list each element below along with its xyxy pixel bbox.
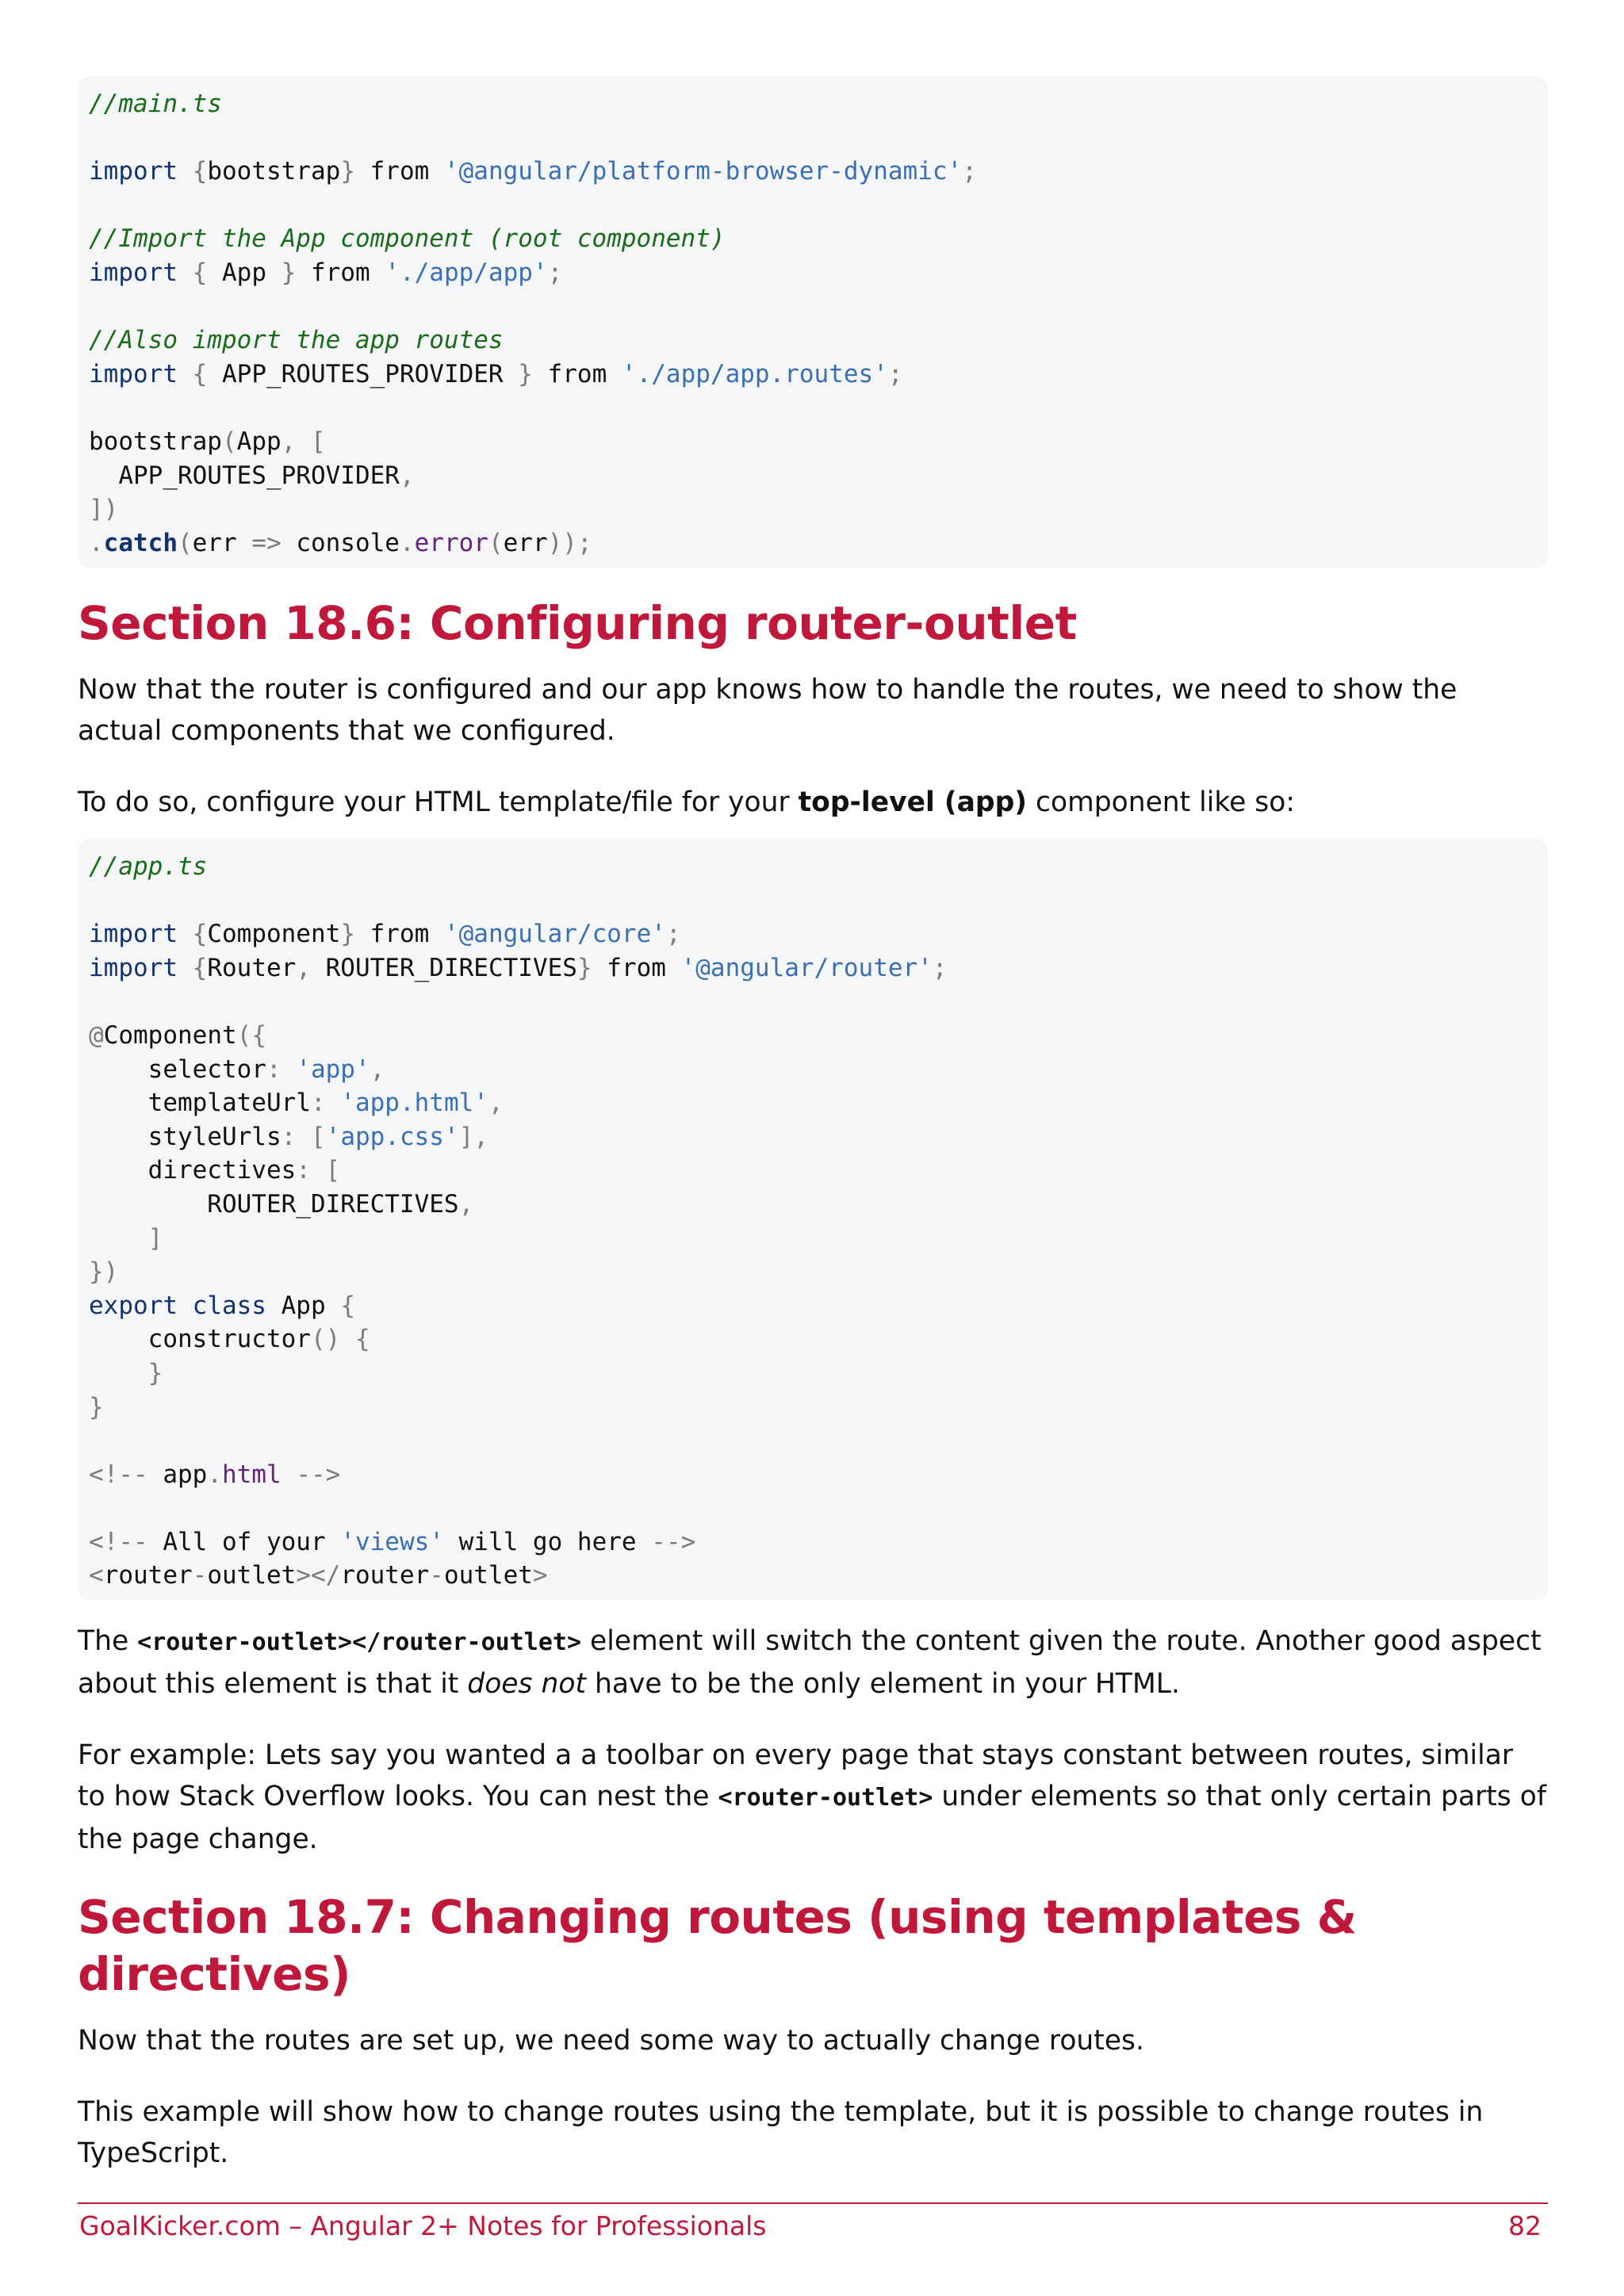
code-line <box>89 1525 1537 1559</box>
code-token: error <box>414 528 488 557</box>
code-token: ({ <box>236 1020 266 1050</box>
code-line <box>89 884 1537 918</box>
code-token: './app/app' <box>385 258 548 287</box>
code-token: - <box>192 1561 208 1590</box>
code-token: 'app.html' <box>340 1089 488 1118</box>
code-token: //Also import the app routes <box>89 326 504 355</box>
section-18-7-paragraph-1: Now that the routes are set up, we need some way to actually change routes. <box>78 2025 1144 2057</box>
code-token: ; <box>962 157 977 186</box>
code-line <box>89 1424 1537 1458</box>
code-token: export <box>89 1291 178 1320</box>
code-token: styleUrls <box>89 1122 282 1151</box>
code-token: APP_ROUTES_PROVIDER <box>89 461 400 490</box>
code-token: { <box>354 1325 370 1354</box>
code-token: All of your <box>147 1527 341 1556</box>
paragraph-text: under elements so that only certain parts of the page change. <box>78 1781 1546 1855</box>
code-line <box>89 425 1537 459</box>
code-line <box>89 1086 1537 1120</box>
code-token: outlet <box>207 1561 297 1590</box>
code-token: ( <box>178 528 193 557</box>
example-paragraph <box>78 1735 1548 1860</box>
inline-code: <router-outlet> <box>718 1784 933 1812</box>
code-token: : <box>281 1122 297 1151</box>
paragraph-text: have to be the only element in your HTML. <box>585 1668 1180 1700</box>
code-line <box>89 189 1537 223</box>
italic-text: does not <box>467 1668 586 1700</box>
code-token: router <box>103 1561 193 1590</box>
code-token: APP_ROUTES_PROVIDER <box>207 359 519 388</box>
code-token: will go here <box>443 1527 652 1556</box>
router-outlet-paragraph <box>78 1621 1548 1705</box>
code-line <box>89 1188 1537 1222</box>
code-token: } <box>147 1358 163 1387</box>
code-line <box>89 155 1537 189</box>
code-token: //app.ts <box>89 852 208 881</box>
code-token: [ <box>325 1156 341 1185</box>
code-token: { <box>192 258 208 287</box>
code-line <box>89 1357 1537 1391</box>
code-line <box>89 526 1537 561</box>
code-token: 'views' <box>340 1527 444 1556</box>
paragraph-text: element will switch the content given the route. Another good aspect about this element is that it <box>78 1625 1542 1700</box>
code-token: () <box>310 1325 341 1354</box>
code-token: { <box>340 1291 355 1320</box>
code-token: ; <box>665 920 681 949</box>
code-token: ( <box>488 528 504 557</box>
code-token: , <box>370 1054 385 1084</box>
code-token <box>89 1224 148 1253</box>
code-token <box>178 157 193 186</box>
code-token: [ <box>310 1122 326 1151</box>
code-token: catch <box>103 528 178 557</box>
code-token: ></ <box>296 1561 341 1590</box>
code-token: '@angular/platform-browser-dynamic' <box>443 157 963 186</box>
code-token: err <box>503 528 548 557</box>
code-token: ; <box>887 359 903 388</box>
code-line <box>89 951 1537 985</box>
code-token: constructor <box>89 1325 311 1354</box>
page-number: 82 <box>1508 2210 1542 2241</box>
code-token: @ <box>89 1020 104 1050</box>
code-token <box>282 1055 297 1084</box>
code-line <box>89 222 1537 256</box>
code-token: App <box>207 258 282 287</box>
code-token: . <box>399 528 415 557</box>
code-token: } <box>340 157 355 186</box>
code-token: ; <box>932 953 948 982</box>
code-token: ] <box>147 1223 163 1253</box>
code-token: //main.ts <box>89 90 222 118</box>
code-token: bootstrap <box>207 157 341 186</box>
code-token: bootstrap <box>89 427 222 456</box>
code-token: templateUrl <box>89 1089 311 1118</box>
code-token: : <box>296 1156 311 1185</box>
paragraph-text: component like so: <box>1027 786 1295 818</box>
code-token: }) <box>89 1257 119 1287</box>
code-line <box>89 256 1537 290</box>
code-line <box>89 1391 1537 1425</box>
code-line <box>89 1053 1537 1087</box>
code-token: console <box>281 528 400 557</box>
code-token: > <box>532 1561 548 1590</box>
code-token: ; <box>547 258 563 287</box>
code-token: . <box>89 528 104 557</box>
code-token: '@angular/router' <box>680 953 933 982</box>
code-token: import <box>89 953 178 982</box>
paragraph-text: To do so, configure your HTML template/file for your <box>78 786 799 818</box>
code-token: ROUTER_DIRECTIVES <box>89 1189 459 1219</box>
code-line <box>89 985 1537 1019</box>
code-token: < <box>89 1561 104 1590</box>
code-token <box>296 1123 311 1151</box>
code-token: class <box>192 1291 266 1320</box>
code-token <box>340 1325 355 1353</box>
code-token: { <box>192 359 208 388</box>
footer-divider <box>78 2202 1548 2204</box>
code-token: ROUTER_DIRECTIVES <box>310 953 577 982</box>
code-line <box>89 391 1537 425</box>
code-token: 'app.css' <box>325 1122 459 1151</box>
code-token: from <box>354 157 444 186</box>
code-token: } <box>576 953 592 982</box>
code-token: import <box>89 920 178 949</box>
code-token: Router <box>207 953 297 982</box>
code-line <box>89 1289 1537 1323</box>
code-token <box>326 1089 341 1117</box>
code-token: . <box>207 1460 222 1489</box>
code-token: } <box>89 1392 104 1422</box>
footer-title: GoalKicker.com – Angular 2+ Notes for Professionals <box>79 2210 767 2241</box>
code-token: directives <box>89 1156 297 1185</box>
code-line <box>89 917 1537 951</box>
section-18-6-heading: Section 18.6: Configuring router-outlet <box>78 596 1077 650</box>
code-token: 'app' <box>296 1054 370 1084</box>
code-token <box>178 920 193 948</box>
code-token <box>178 954 193 982</box>
code-line <box>89 1458 1537 1492</box>
code-line <box>89 492 1537 526</box>
code-token: } <box>340 920 355 949</box>
code-token: , [ <box>281 427 326 456</box>
code-block-main-ts <box>78 76 1548 568</box>
code-line <box>89 459 1537 493</box>
code-token: <!-- <box>89 1460 148 1489</box>
code-token <box>311 1156 326 1184</box>
code-token: from <box>354 920 444 949</box>
code-token <box>89 1359 148 1387</box>
code-token: App <box>266 1291 341 1320</box>
code-line <box>89 1222 1537 1256</box>
code-token: from <box>532 359 622 388</box>
page-content <box>78 76 1548 2174</box>
code-token: --> <box>296 1460 341 1489</box>
code-token: : <box>310 1089 326 1118</box>
code-token: import <box>89 359 178 388</box>
code-line <box>89 1491 1537 1525</box>
code-token: './app/app.routes' <box>621 359 888 388</box>
code-line <box>89 121 1537 155</box>
code-token: from <box>592 953 681 982</box>
code-token: } <box>518 359 533 388</box>
code-line <box>89 290 1537 324</box>
code-token: ], <box>458 1122 488 1151</box>
code-token: , <box>399 461 415 490</box>
section-18-7-heading: Section 18.7: Changing routes (using templates & directives) <box>78 1890 1357 2001</box>
code-line <box>89 87 1537 121</box>
code-token: import <box>89 258 178 287</box>
code-token <box>178 258 193 287</box>
code-token: from <box>296 258 385 287</box>
code-token: selector <box>89 1054 266 1084</box>
code-token: )); <box>547 528 592 557</box>
code-token: html <box>221 1460 282 1489</box>
code-token: <!-- <box>89 1527 148 1556</box>
code-token: --> <box>651 1527 696 1556</box>
code-line <box>89 1255 1537 1289</box>
code-token: outlet <box>443 1561 533 1590</box>
inline-code: <router-outlet></router-outlet> <box>137 1628 582 1656</box>
code-token: app <box>147 1460 208 1489</box>
section-18-6-paragraph-1: Now that the router is configured and our app knows how to handle the routes, we need to show the actual components that we configured. <box>78 674 1457 747</box>
paragraph-text: The <box>78 1625 138 1657</box>
code-token: //Import the App component (root component) <box>89 224 726 254</box>
code-token: err <box>192 528 252 557</box>
code-token: router <box>340 1561 430 1590</box>
code-token: Component <box>103 1020 237 1050</box>
section-18-7-paragraph-2: This example will show how to change routes using the template, but it is possible to change routes in TypeScript. <box>78 2096 1484 2169</box>
code-token: : <box>266 1054 282 1084</box>
code-token: { <box>192 920 208 949</box>
code-token <box>178 1292 193 1320</box>
code-token: { <box>192 953 208 982</box>
section-18-6-paragraph-2 <box>78 782 1548 823</box>
code-token: , <box>296 953 311 982</box>
code-line <box>89 850 1537 884</box>
paragraph-text: For example: Lets say you wanted a a toolbar on every page that stays constant between routes, similar to how Stack Overflow looks. You can nest the <box>78 1739 1514 1812</box>
code-block-app-ts <box>78 839 1548 1600</box>
code-token: '@angular/core' <box>443 920 666 949</box>
code-token: App <box>236 427 282 456</box>
code-line <box>89 358 1537 392</box>
code-line <box>89 323 1537 358</box>
code-line <box>89 1019 1537 1053</box>
code-token: import <box>89 157 178 186</box>
code-token: - <box>429 1561 444 1590</box>
code-line <box>89 1120 1537 1154</box>
code-token <box>282 1460 297 1489</box>
code-token: ]) <box>89 495 119 524</box>
code-line <box>89 1559 1537 1593</box>
bold-term: top-level (app) <box>798 786 1028 818</box>
code-line <box>89 1322 1537 1357</box>
code-token: Component <box>207 920 341 949</box>
code-token: ( <box>221 427 237 456</box>
code-line <box>89 1154 1537 1188</box>
code-token: } <box>281 258 297 287</box>
code-token: , <box>458 1189 474 1219</box>
code-token: => <box>251 528 282 557</box>
code-token <box>178 360 193 388</box>
code-token: , <box>488 1089 504 1118</box>
code-token: { <box>192 157 208 186</box>
